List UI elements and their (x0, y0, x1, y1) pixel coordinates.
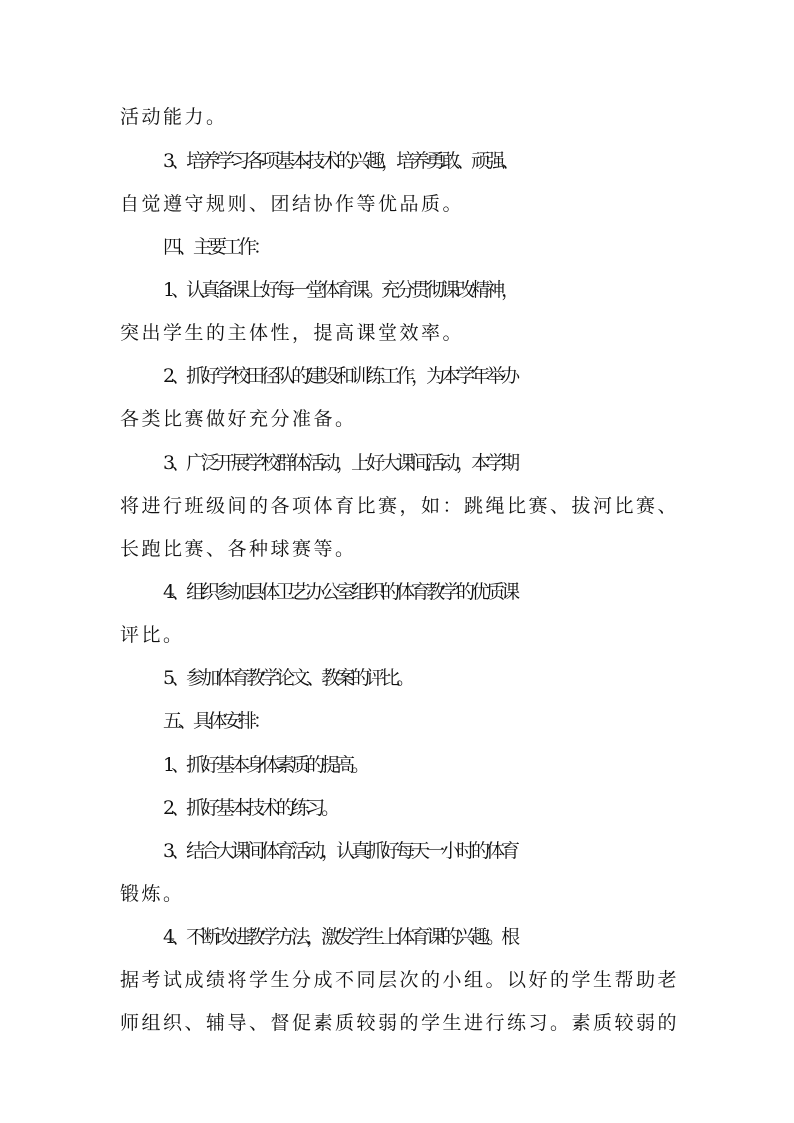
text-line: 评比。 (120, 624, 185, 646)
text-line: 将进行班级间的各项体育比赛，如：跳绳比赛、拔河比赛、 (120, 495, 680, 517)
text-line: 2、抓好基本技术的练习。 (163, 797, 337, 819)
text-line: 1、认真备课上好每一堂体育课。充分贯彻课改精神， (163, 279, 517, 301)
text-line: 据考试成绩将学生分成不同层次的小组。以好的学生帮助老 (120, 969, 680, 991)
section-heading: 四、主要工作： (163, 236, 269, 258)
text-line: 活动能力。 (120, 106, 228, 128)
text-line: 自觉遵守规则、团结协作等优品质。 (120, 193, 465, 215)
text-line: 3、培养学习各项基本技术的兴趣，培养勇敢、顽强、 (163, 150, 517, 172)
text-line: 3、结合大课间体育活动，认真抓好每天一小时的体育 (163, 840, 517, 862)
text-line: 锻炼。 (120, 883, 185, 905)
text-line: 4、组织参加县体卫艺办公室组织的体育教学的优质课 (163, 581, 517, 603)
text-line: 1、抓好基本身体素质的提高。 (163, 754, 367, 776)
text-line: 各类比赛做好充分准备。 (120, 408, 357, 430)
text-line: 长跑比赛、各种球赛等。 (120, 538, 357, 560)
text-line: 突出学生的主体性，提高课堂效率。 (120, 322, 465, 344)
text-line: 5、参加体育教学论文、教案的评比。 (163, 667, 412, 689)
text-line: 4、不断改进教学方法，激发学生上体育课的兴趣。根 (163, 926, 517, 948)
text-line: 师组织、辅导、督促素质较弱的学生进行练习。素质较弱的 (120, 1012, 680, 1034)
text-line: 3、广泛开展学校群体活动，上好大课间活动，本学期 (163, 452, 517, 474)
text-line: 2、抓好学校田径队的建设和训练工作，为本学年举办 (163, 365, 517, 387)
section-heading: 五、具体安排： (163, 710, 269, 732)
